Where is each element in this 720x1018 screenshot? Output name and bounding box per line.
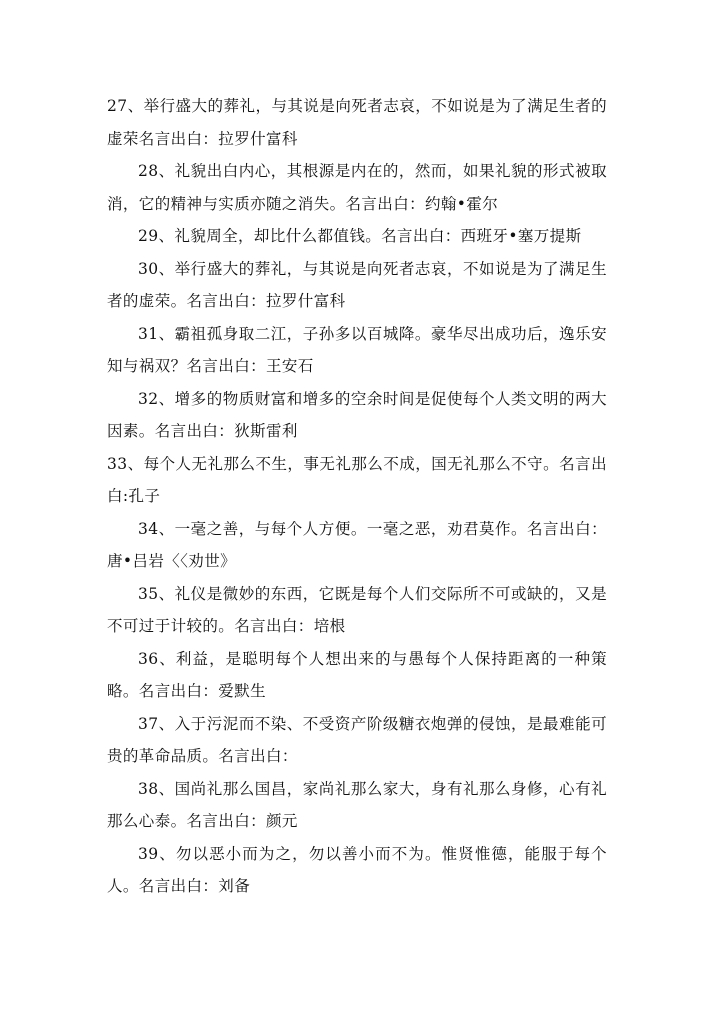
quote-paragraph-31: 31、霸祖孤身取二江，子孙多以百城降。豪华尽出成功后，逸乐安知与祸双？名言出白：王安石 — [107, 324, 607, 375]
quote-paragraph-37: 37、入于污泥而不染、不受资产阶级糖衣炮弹的侵蚀，是最难能可贵的革命品质。名言出白： — [107, 714, 607, 765]
quote-paragraph-32: 32、增多的物质财富和增多的空余时间是促使每个人类文明的两大因素。名言出白：狄斯雷利 — [107, 389, 607, 440]
quote-paragraph-36: 36、利益，是聪明每个人想出来的与愚每个人保持距离的一种策略。名言出白：爱默生 — [107, 649, 607, 700]
document-body — [107, 90, 607, 903]
quote-paragraph-28: 28、礼貌出白内心，其根源是内在的，然而，如果礼貌的形式被取消，它的精神与实质亦随之消失。名言出白：约翰•霍尔 — [107, 162, 607, 213]
quote-paragraph-38: 38、国尚礼那么国昌，家尚礼那么家大，身有礼那么身修，心有礼那么心泰。名言出白：颜元 — [107, 779, 607, 830]
quote-paragraph-34: 34、一毫之善，与每个人方便。一毫之恶，劝君莫作。名言出白：唐•吕岩〈〈劝世》 — [107, 519, 607, 570]
quote-paragraph-33: 33、每个人无礼那么不生，事无礼那么不成，国无礼那么不守。名言出白:孔子 — [107, 454, 607, 505]
quote-paragraph-30: 30、举行盛大的葬礼，与其说是向死者志哀，不如说是为了满足生者的虚荣。名言出白：拉罗什富科 — [107, 259, 607, 310]
quote-paragraph-27: 27、举行盛大的葬礼，与其说是向死者志哀，不如说是为了满足生者的虚荣名言出白：拉罗什富科 — [107, 97, 607, 148]
quote-paragraph-39: 39、勿以恶小而为之，勿以善小而不为。惟贤惟德，能服于每个人。名言出白：刘备 — [107, 844, 607, 895]
quote-paragraph-29: 29、礼貌周全，却比什么都值钱。名言出白：西班牙•塞万提斯 — [138, 227, 582, 245]
quote-paragraph-35: 35、礼仪是微妙的东西，它既是每个人们交际所不可或缺的，又是不可过于计较的。名言出白：培根 — [107, 584, 607, 635]
